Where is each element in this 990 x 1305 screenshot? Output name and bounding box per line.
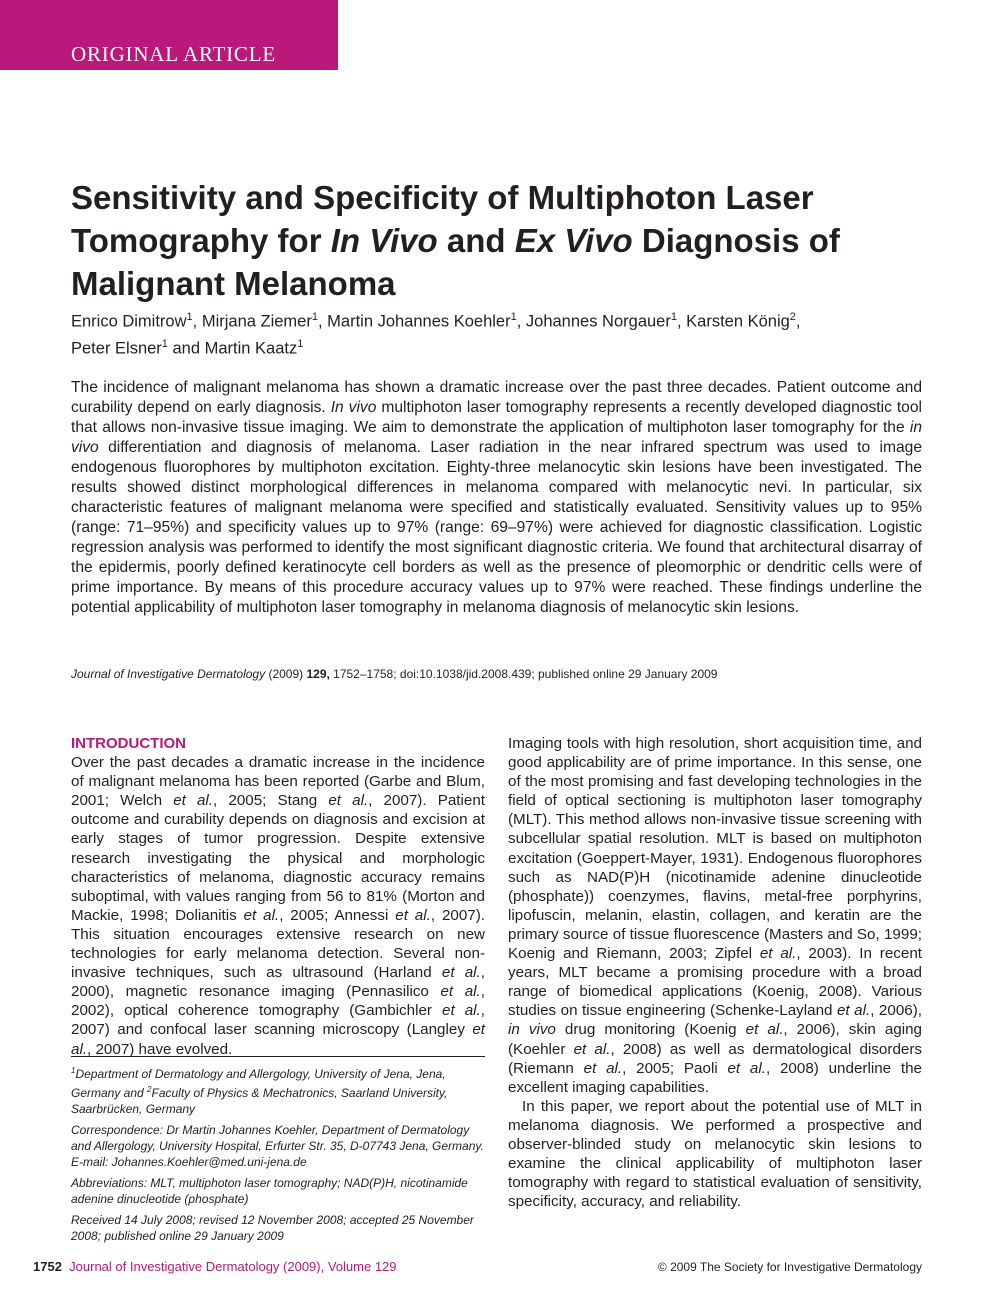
text: , 2007). Patient outcome and curability depends on diagnosis and excision at early stages of tumor progression. Despite extensive research investigating the physical and morphologic characteristics of melanoma, diagnostic accuracy remains suboptimal, with values ranging from 56 to 81% (Morton and Mackie, 1998; Dolianitis (71, 792, 485, 924)
abbreviations-footnote: Abbreviations: MLT, multiphoton laser tomography; NAD(P)H, nicotinamide adenine dinucleotide (phosphate) (71, 1176, 468, 1206)
abstract-text: The incidence of malignant melanoma has shown a dramatic increase over the past three decades. Patient outcome and curability depend on early diagnosis. (71, 379, 922, 416)
citation-year: (2009) (265, 667, 307, 681)
received-footnote: Received 14 July 2008; revised 12 November 2008; accepted 25 November 2008; published online 29 January 2009 (71, 1213, 474, 1243)
etal: et al. (173, 792, 214, 810)
author-affiliation-marker: 1 (510, 311, 517, 323)
title-italic: Ex Vivo (514, 222, 633, 259)
correspondence-footnote: Correspondence: Dr Martin Johannes Koehler, Department of Dermatology and Allergology, University Hospital, Erfurter Str. 35, D-07743 Jena, Germany. E-mail: Johannes.Koehler@med.uni-jena.de (71, 1123, 484, 1169)
etal: et al. (441, 964, 481, 982)
text: , 2005; Annessi (279, 906, 396, 924)
section-heading-introduction: INTRODUCTION (71, 735, 186, 752)
text: , 2005; Stang (213, 792, 329, 810)
article-type-label: ORIGINAL ARTICLE (71, 42, 276, 66)
etal: et al. (243, 906, 280, 924)
in-vivo-italic: in vivo (508, 1021, 556, 1039)
author-separator: , (676, 312, 687, 331)
author-name: Enrico Dimitrow (71, 312, 187, 331)
title-text: Diagnosis of Malignant Melanoma (71, 222, 840, 302)
etal: et al. (727, 1059, 766, 1077)
text: , 2002), optical coherence tomography (Gambichler (71, 983, 485, 1020)
author-affiliation-marker: 1 (311, 311, 318, 323)
author-list (71, 306, 931, 359)
affiliations-footnote (71, 1063, 485, 1117)
etal: et al. (745, 1021, 784, 1039)
abstract-italic: In vivo (330, 399, 377, 416)
footer-journal: Journal of Investigative Dermatology (2009), Volume 129 (69, 1259, 397, 1274)
page-footer-left (33, 1259, 397, 1274)
etal: et al. (440, 983, 481, 1001)
author-name: Martin Johannes Koehler (327, 312, 511, 331)
text: , 2008) as well as dermatological disorders (Riemann (508, 1040, 922, 1077)
title-text: and (437, 222, 515, 259)
intro-paragraph: In this paper, we report about the potential use of MLT in melanoma diagnosis. We performed a prospective and observer-blinded study on melanocytic skin lesions to examine the clinical applicability of multiphoton laser tomography with regard to statistical evaluation of sensitivity, specificity, accuracy, and reliability. (508, 1097, 922, 1211)
etal: et al. (395, 906, 431, 924)
author-name: Martin Kaatz (204, 339, 298, 357)
footer-copyright: © 2009 The Society for Investigative Dermatology (657, 1260, 922, 1274)
text: , 2006), (870, 1002, 922, 1020)
citation-journal: Journal of Investigative Dermatology (71, 667, 266, 681)
text: Over the past decades a dramatic increase in the incidence of malignant melanoma has been reported (Garbe and Blum, 2001; Welch (71, 754, 485, 810)
text: Department of Dermatology and Allergology, University of Jena, Jena, Germany and (71, 1067, 446, 1100)
intro-paragraph (71, 753, 485, 1059)
text: , 2007). This situation encourages extensive research on new technologies for early melanoma detection. Several non-invasive techniques, such as ultrasound (Harland (71, 906, 486, 982)
text: , 2007) have evolved. (87, 1040, 233, 1058)
page-number: 1752 (33, 1259, 62, 1274)
author-name: Johannes Norgauer (525, 312, 671, 331)
aff-marker: 1 (71, 1066, 76, 1075)
text: Imaging tools with high resolution, short acquisition time, and good applicability are of prime importance. In this sense, one of the most promising and fast developing technologies in the field of optical sectioning is multiphoton laser tomography (MLT). This method allows non-invasive tissue screening with subcellular spatial resolution. MLT is based on multiphoton excitation (Goeppert-Mayer, 1931). Endogenous fluorophores such as NAD(P)H (nicotinamide adenine dinucleotide (phosphate)) coenzymes, flavins, metal-free porphyrins, lipofuscin, melanin, elastin, collagen, and keratin are the primary source of tissue fluorescence (Masters and So, 1999; Koenig and Riemann, 2003; Zipfel (508, 735, 922, 963)
aff-marker: 2 (147, 1085, 152, 1094)
author-separator: and (167, 339, 205, 357)
etal: et al. (583, 1059, 623, 1077)
title-text: Sensitivity and Specificity of Multiphoton Laser Tomography for (71, 179, 814, 259)
author-affiliation-marker: 1 (297, 337, 304, 350)
citation-rest: 1752–1758; doi:10.1038/jid.2008.439; published online 29 January 2009 (329, 667, 718, 681)
author-affiliation-marker: 2 (789, 311, 796, 323)
etal: et al. (71, 1021, 485, 1058)
abstract (71, 378, 922, 618)
abstract-italic: in vivo (71, 419, 922, 456)
author-affiliation-marker: 1 (186, 311, 193, 323)
footnotes (71, 1063, 485, 1249)
text: , 2006), skin aging (Koehler (508, 1021, 922, 1058)
author-separator: , (192, 312, 202, 331)
left-column (71, 734, 485, 1059)
text: , 2003). In recent years, MLT became a promising procedure with a broad range of biomedical applications (Koenig, 2008). Various studies on tissue engineering (Schenke-Layland (508, 945, 922, 1020)
etal: et al. (573, 1040, 611, 1058)
text: , 2007) and confocal laser scanning microscopy (Langley (71, 1002, 485, 1039)
author-name: Mirjana Ziemer (201, 312, 312, 331)
author-affiliation-marker: 1 (670, 311, 677, 323)
etal: et al. (759, 945, 797, 963)
text: drug monitoring (Koenig (555, 1021, 746, 1039)
footnote-divider (71, 1056, 485, 1057)
abstract-text: differentiation and diagnosis of melanoma. Laser radiation in the near infrared spectrum was used to image endogenous fluorophores by multiphoton excitation. Eighty-three melanocytic skin lesions have been investigated. The results showed distinct morphological differences in melanoma compared with melanocytic nevi. In particular, six characteristic features of malignant melanoma were specified and statistically evaluated. Sensitivity values up to 95% (range: 71–95%) and specificity values up to 97% (range: 69–97%) were achieved for diagnostic classification. Logistic regression analysis was performed to identify the most significant diagnostic criteria. We found that architectural disarray of the epidermis, poorly defined keratinocyte cell borders as well as the presence of pleomorphic or dendritic cells were of prime importance. By means of this procedure accuracy values up to 97% were reached. These findings underline the potential applicability of multiphoton laser tomography in melanoma diagnosis of melanocytic skin lesions. (71, 439, 922, 616)
etal: et al. (442, 1002, 481, 1020)
citation-volume: 129, (306, 667, 330, 681)
right-column (508, 734, 922, 1211)
citation-line (71, 666, 931, 682)
text: Faculty of Physics & Mechatronics, Saarland University, Saarbrücken, Germany (71, 1086, 448, 1116)
article-title (71, 176, 931, 305)
title-italic: In Vivo (330, 222, 438, 259)
author-name: Peter Elsner (71, 339, 162, 357)
author-separator: , (317, 312, 328, 331)
author-name: Karsten König (686, 312, 790, 331)
abstract-text: multiphoton laser tomography represents a recently developed diagnostic tool that allows non-invasive tissue imaging. We aim to demonstrate the application of multiphoton laser tomography for the (71, 399, 922, 436)
author-separator: , (795, 312, 801, 331)
author-separator: , (516, 312, 526, 331)
intro-paragraph (508, 734, 922, 1097)
text: , 2000), magnetic resonance imaging (Pennasilico (71, 964, 485, 1001)
author-affiliation-marker: 1 (161, 337, 168, 350)
etal: et al. (328, 792, 369, 810)
text: , 2008) underline the excellent imaging capabilities. (508, 1059, 922, 1096)
etal: et al. (836, 1002, 871, 1020)
text: , 2005; Paoli (622, 1059, 728, 1077)
